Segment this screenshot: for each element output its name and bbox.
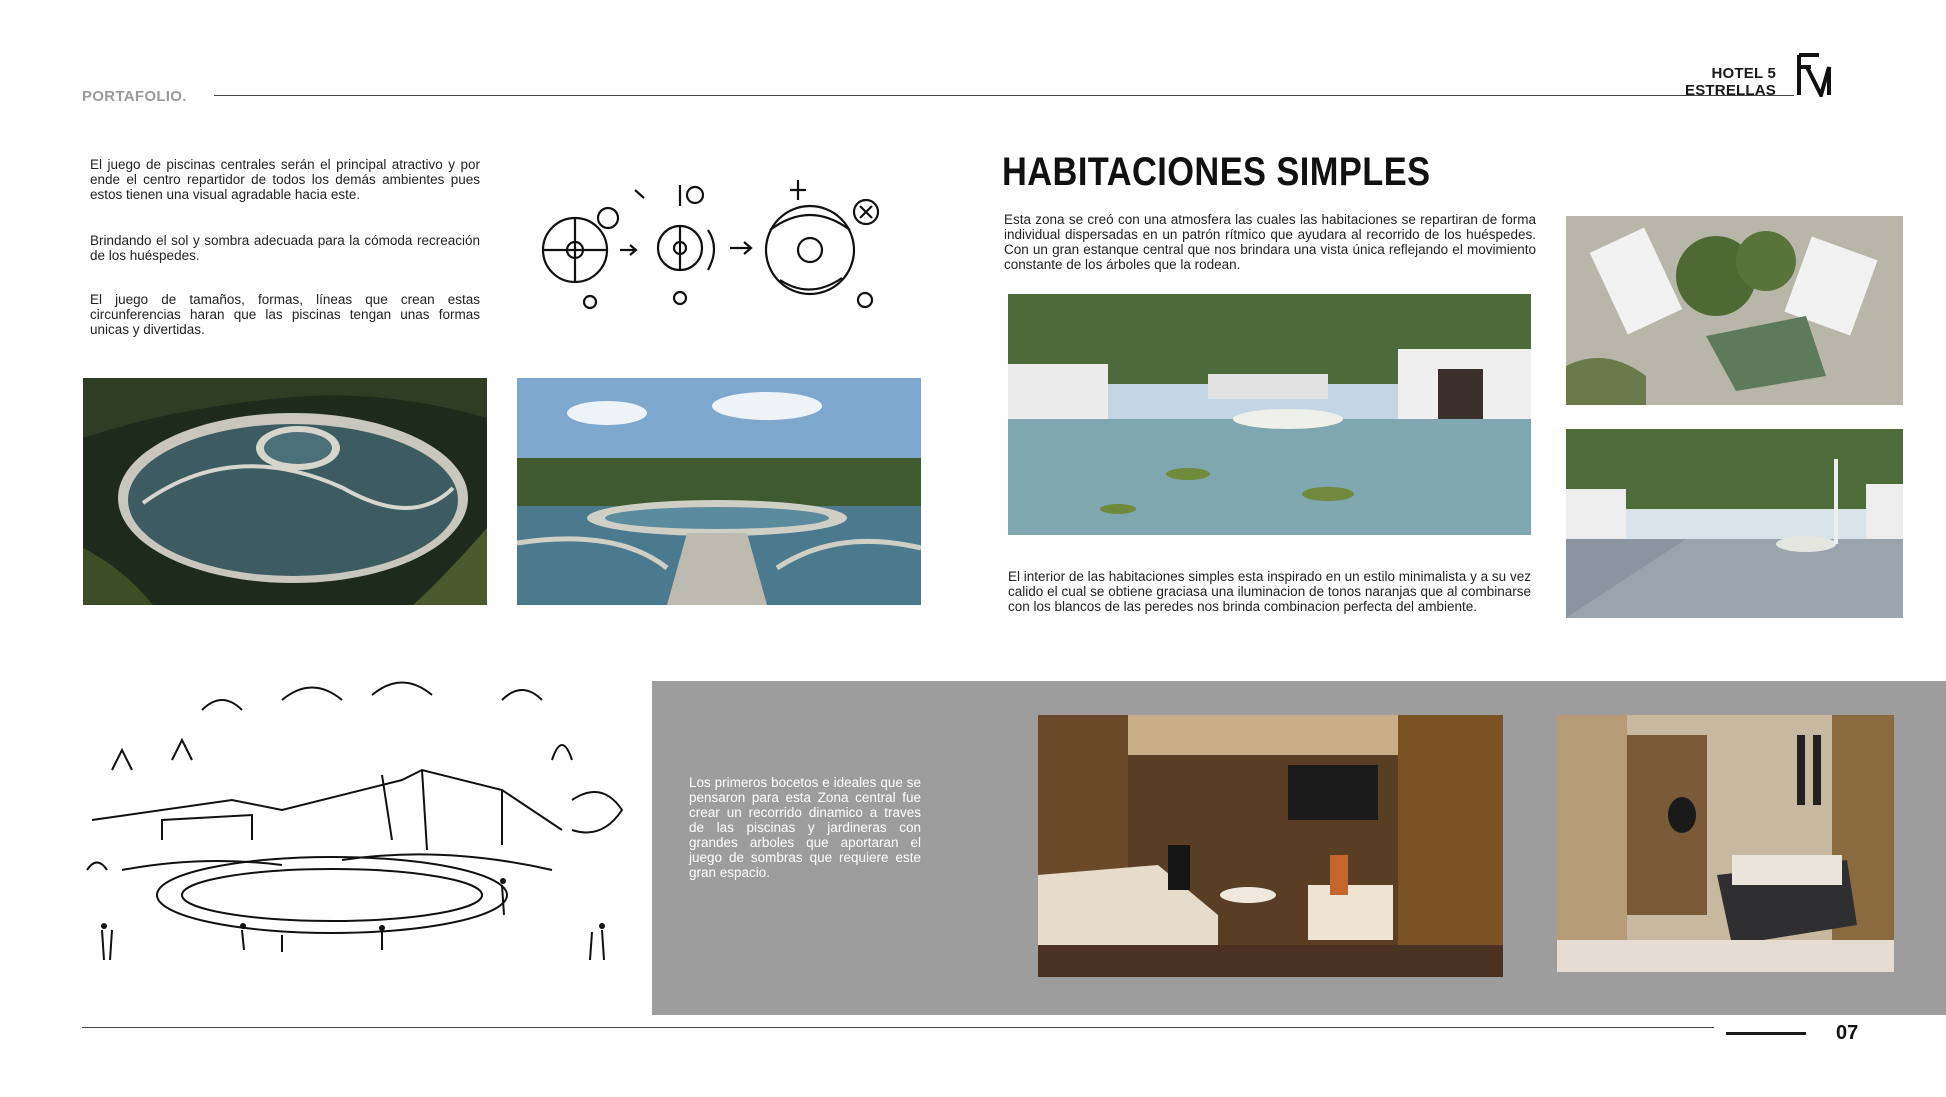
pool-concept-sketch: [530, 170, 900, 320]
sun-shade-paragraph: Brindando el sol y sombra adecuada para la cómoda recreación de los huéspedes.: [90, 233, 480, 263]
fm-logo-icon: [1797, 53, 1831, 97]
portfolio-label: PORTAFOLIO.: [82, 88, 187, 105]
living-room-render: [1038, 715, 1503, 977]
footer-divider: [82, 1027, 1714, 1028]
section-title: HABITACIONES SIMPLES: [1002, 150, 1431, 194]
interior-paragraph: El interior de las habitaciones simples esta inspirado en un estilo minimalista y a su vez calido el cual se obtiene graciasa una iluminacion de tonos naranjas que al combinarse con los blancos de las peredes nos brinda combinacion perfecta del ambiente.: [1008, 569, 1531, 614]
pool-description-paragraph: El juego de piscinas centrales serán el principal atractivo y por ende el centro repartidor de todos los demás ambientes pues estos tienen una visual agradable hacia este.: [90, 157, 480, 202]
central-zone-sketch: [82, 640, 638, 982]
header-divider: [214, 95, 1794, 96]
rooms-pond-render: [1008, 294, 1531, 535]
shapes-paragraph: El juego de tamaños, formas, líneas que crean estas circunferencias haran que las piscinas tengan unas formas unicas y divertidas.: [90, 292, 480, 337]
rooms-terrace-render: [1566, 429, 1903, 618]
bedroom-render: [1557, 715, 1894, 972]
pool-aerial-render: [83, 378, 487, 605]
page-marker: [1726, 1032, 1806, 1035]
page-number: 07: [1836, 1022, 1859, 1044]
bocetos-paragraph: Los primeros bocetos e ideales que se pensaron para esta Zona central fue crear un recorrido dinamico a traves de las piscinas y jardineras con grandes arboles que aportaran el juego de sombras que requiere este gran espacio.: [689, 775, 921, 880]
pool-eye-level-render: [517, 378, 921, 605]
habitaciones-paragraph: Esta zona se creó con una atmosfera las cuales las habitaciones se repartiran de forma individual dispersadas en un patrón rítmico que ayudara al recorrido de los huéspedes. Con un gran estanque central que nos brindara una vista única reflejando el movimiento constante de los árboles que la rodean.: [1004, 212, 1536, 272]
hotel-title: HOTEL 5 ESTRELLAS: [1685, 65, 1776, 99]
rooms-aerial-render: [1566, 216, 1903, 405]
